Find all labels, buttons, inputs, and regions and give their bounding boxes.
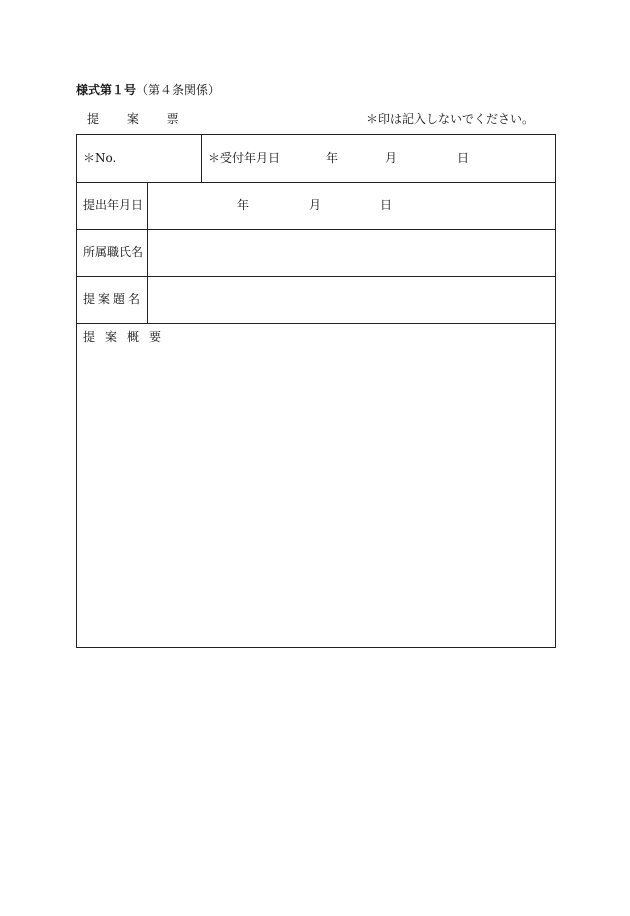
proposal-title-label: 提案題名 xyxy=(83,292,144,306)
form-number-main: 様式第１号 xyxy=(76,83,137,97)
entry-notice: ＊印は記入しないでください。 xyxy=(365,112,534,126)
divider xyxy=(201,135,202,182)
row-receipt xyxy=(77,135,555,183)
received-month-unit: 月 xyxy=(385,151,398,165)
proposal-summary-label: 提案概要 xyxy=(83,330,172,344)
submission-year-unit: 年 xyxy=(237,198,250,212)
form-number-note: （第４条関係） xyxy=(136,83,221,97)
divider xyxy=(147,182,148,229)
divider xyxy=(147,229,148,276)
received-date-label: ＊受付年月日 xyxy=(208,151,281,165)
affiliation-name-label: 所属職氏名 xyxy=(83,245,144,259)
ticket-title: 提 案 票 xyxy=(87,112,191,126)
received-day-unit: 日 xyxy=(457,151,470,165)
row-proposal-summary xyxy=(77,323,555,649)
received-year-unit: 年 xyxy=(326,151,339,165)
row-affiliation xyxy=(77,229,555,277)
divider xyxy=(147,276,148,323)
submission-date-label: 提出年月日 xyxy=(83,198,144,212)
submission-month-unit: 月 xyxy=(309,198,322,212)
row-submission-date xyxy=(77,182,555,230)
row-proposal-title xyxy=(77,276,555,324)
no-label: ＊No. xyxy=(83,151,117,165)
proposal-form-table xyxy=(76,134,556,648)
submission-day-unit: 日 xyxy=(380,198,393,212)
form-number xyxy=(76,83,220,97)
